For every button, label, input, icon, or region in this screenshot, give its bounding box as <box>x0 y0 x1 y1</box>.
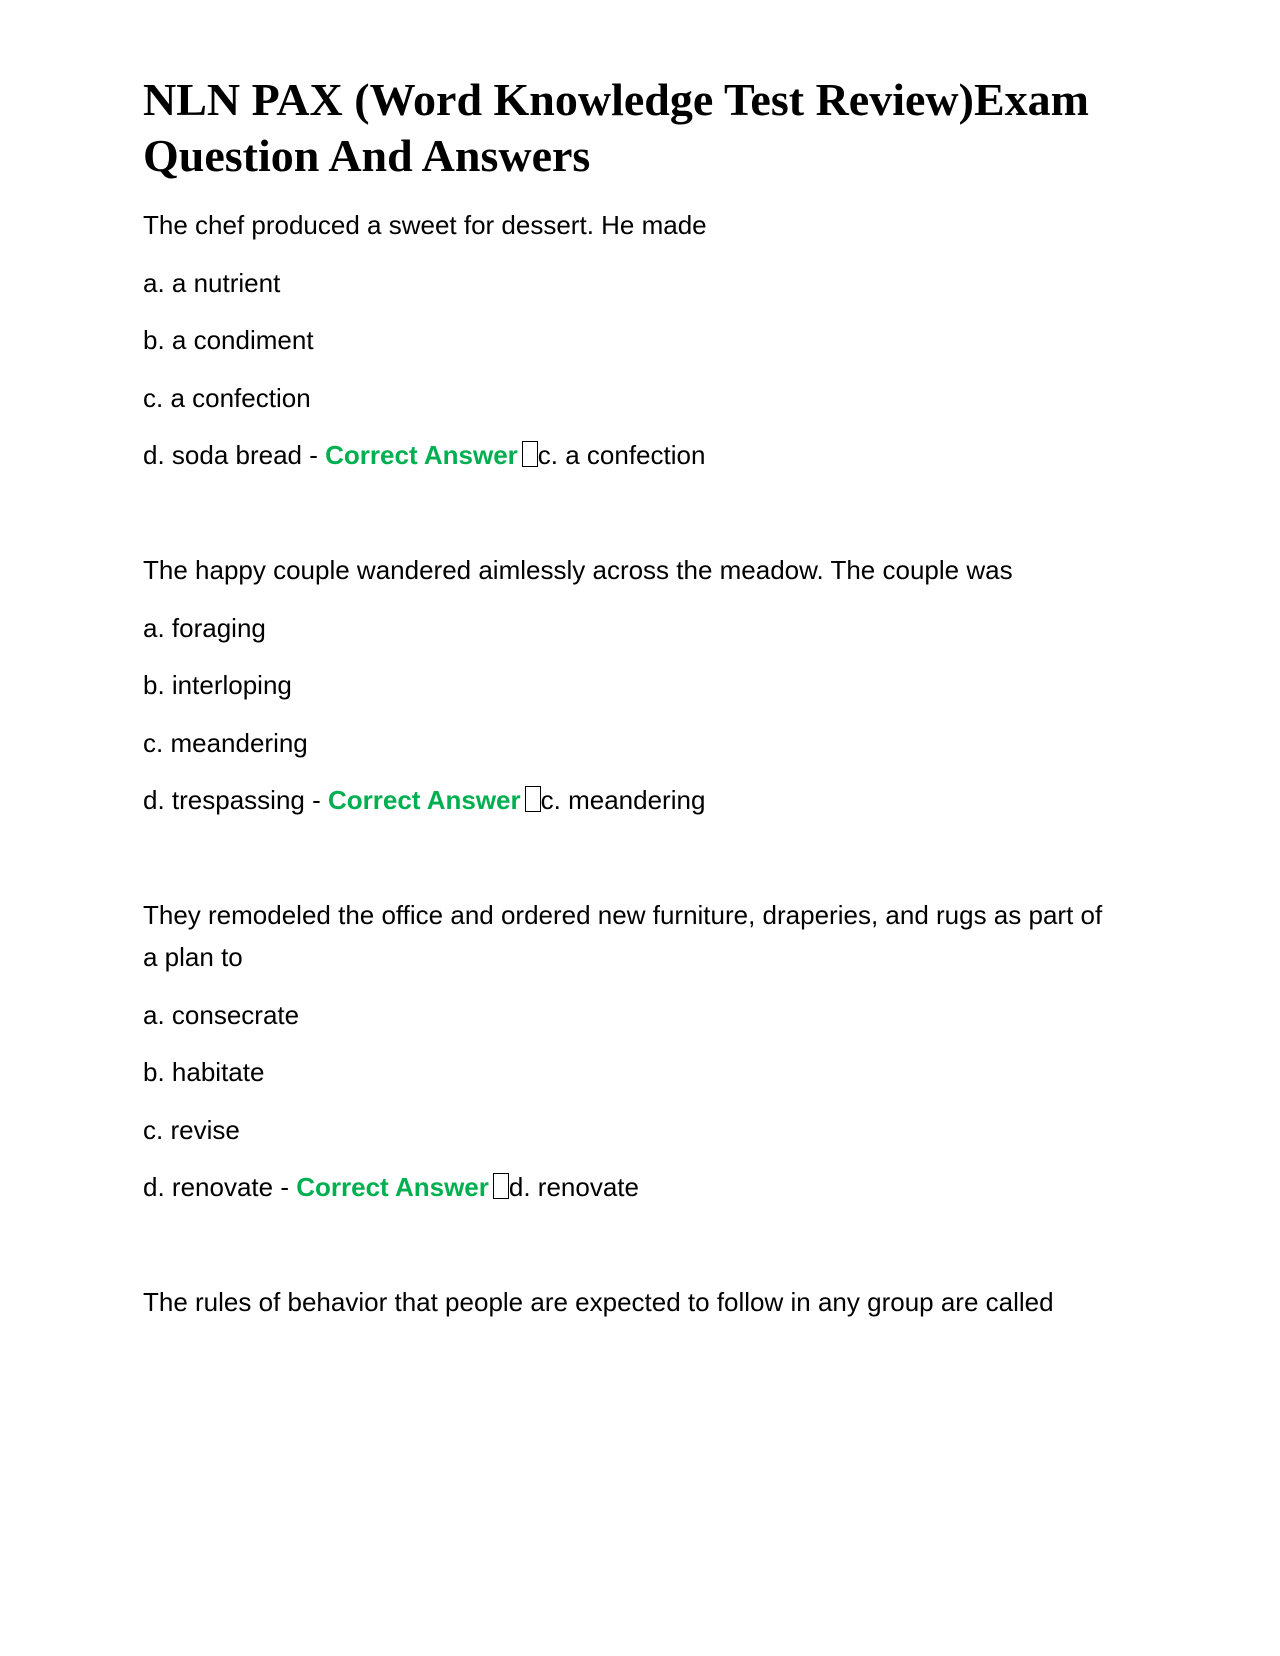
answer-option <box>143 607 1123 649</box>
question-block <box>143 204 1123 549</box>
question-prompt: The chef produced a sweet for dessert. He made <box>143 210 707 240</box>
question-prompt: The happy couple wandered aimlessly across the meadow. The couple was <box>143 555 1013 585</box>
answer-option <box>143 664 1123 706</box>
spacer <box>143 837 1123 895</box>
question-prompt: The rules of behavior that people are expected to follow in any group are called <box>143 1287 1054 1317</box>
option-text: c. revise <box>143 1114 240 1145</box>
missing-glyph-icon <box>525 786 541 812</box>
option-text: b. a condiment <box>143 325 314 355</box>
correct-answer-label: Correct Answer <box>325 440 518 470</box>
question-block <box>143 1281 1123 1323</box>
question-block <box>143 549 1123 894</box>
correct-answer-label: Correct Answer <box>296 1172 489 1202</box>
option-text: b. interloping <box>143 670 292 700</box>
correct-answer-label: Correct Answer <box>327 785 521 815</box>
question-prompt: They remodeled the office and ordered new furniture, draperies, and rugs as part of a plan to <box>143 900 1103 972</box>
answer-option <box>143 1109 1123 1151</box>
answer-option <box>143 319 1123 361</box>
answer-option <box>143 1166 1123 1208</box>
missing-glyph-icon <box>522 441 538 467</box>
answer-option <box>143 1051 1123 1093</box>
option-text: d. trespassing - <box>143 785 321 815</box>
correct-answer-value: c. a confection <box>537 440 706 470</box>
answer-option <box>143 779 1123 821</box>
answer-option <box>143 722 1123 764</box>
option-text: a. a nutrient <box>143 267 281 298</box>
correct-answer-value: d. renovate <box>508 1172 639 1202</box>
answer-option <box>143 994 1123 1036</box>
spacer <box>143 1224 1123 1282</box>
option-text: d. renovate - <box>143 1172 289 1202</box>
option-text: c. meandering <box>143 727 308 758</box>
document-body <box>143 72 1123 1339</box>
question-block <box>143 894 1123 1281</box>
option-text: a. foraging <box>143 612 266 643</box>
answer-option <box>143 377 1123 419</box>
correct-answer-value: c. meandering <box>540 785 706 815</box>
option-text: b. habitate <box>143 1057 265 1087</box>
option-text: d. soda bread - <box>143 440 318 470</box>
option-text: c. a confection <box>143 382 311 413</box>
answer-option <box>143 262 1123 304</box>
option-text: a. consecrate <box>143 999 300 1030</box>
answer-option <box>143 434 1123 476</box>
document-title: NLN PAX (Word Knowledge Test Review)Exam Question And Answers <box>143 74 1089 181</box>
spacer <box>143 492 1123 550</box>
missing-glyph-icon <box>493 1173 509 1199</box>
